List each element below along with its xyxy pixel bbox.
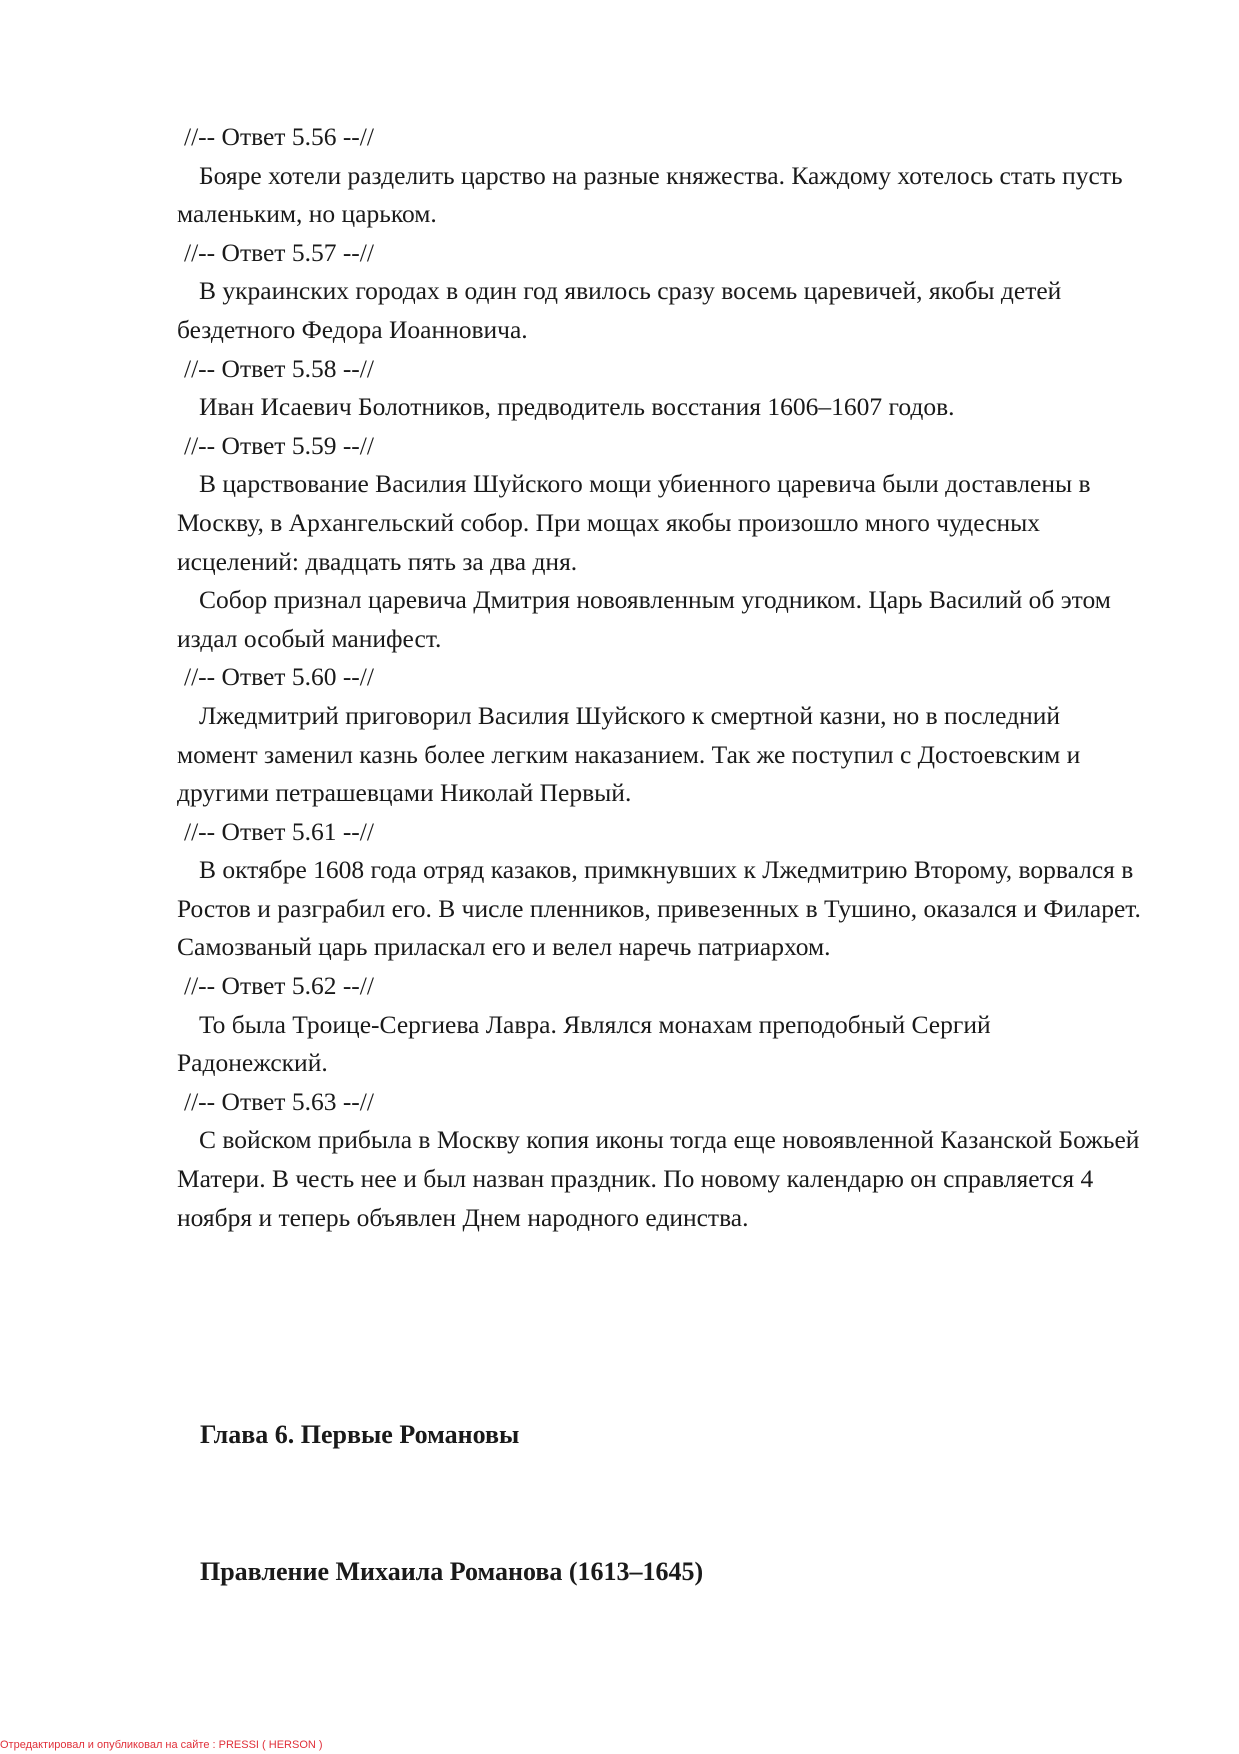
answer-paragraph: Иван Исаевич Болотников, предводитель восстания 1606–1607 годов. — [199, 392, 955, 422]
answer-heading: //-- Ответ 5.60 --// — [184, 662, 374, 692]
answer-heading: //-- Ответ 5.61 --// — [184, 816, 374, 846]
chapter-title: Глава 6. Первые Романовы — [200, 1420, 520, 1449]
answer-paragraph: С войском прибыла в Москву копия иконы тогда еще новоявленной Казанской Божьей Матери. В честь нее и был назван праздник. По новому календарю он справляется 4 ноября и теперь объявлен Днем народного единства. — [177, 1125, 1140, 1232]
answer-heading: //-- Ответ 5.59 --// — [184, 430, 374, 460]
answer-paragraph: То была Троице-Сергиева Лавра. Являлся монахам преподобный Сергий Радонежский. — [177, 1009, 991, 1078]
answer-paragraph: Лжедмитрий приговорил Василия Шуйского к смертной казни, но в последний момент заменил казнь более легким наказанием. Так же поступил с Достоевским и другими петрашевцами Николай Первый. — [177, 700, 1081, 808]
answer-paragraph: Собор признал царевича Дмитрия новоявленным угодником. Царь Василий об этом издал особый манифест. — [177, 585, 1111, 653]
section-title: Правление Михаила Романова (1613–1645) — [200, 1557, 704, 1586]
answer-paragraph: В октябре 1608 года отряд казаков, примкнувших к Лжедмитрию Второму, ворвался в Ростов и разграбил его. В числе пленников, привезенных в Тушино, оказался и Филарет. Самозваный царь приласкал его и велел наречь патриархом. — [177, 855, 1141, 962]
footer-watermark: Отредактировал и опубликовал на сайте : PRESSI ( HERSON ) — [0, 1739, 323, 1751]
answer-heading: //-- Ответ 5.56 --// — [184, 122, 374, 151]
answer-heading: //-- Ответ 5.62 --// — [184, 971, 374, 1001]
answer-heading: //-- Ответ 5.63 --// — [184, 1086, 374, 1116]
answer-heading: //-- Ответ 5.58 --// — [184, 353, 374, 383]
answers-body — [177, 118, 1145, 1237]
answer-heading: //-- Ответ 5.57 --// — [184, 237, 374, 267]
answer-paragraph: В царствование Василия Шуйского мощи убиенного царевича были доставлены в Москву, в Архангельский собор. При мощах якобы произошло много чудесных исцелений: двадцать пять за два дня. — [177, 469, 1091, 576]
answer-paragraph: Бояре хотели разделить царство на разные княжества. Каждому хотелось стать пусть маленьким, но царьком. — [177, 160, 1123, 229]
answer-paragraph: В украинских городах в один год явилось сразу восемь царевичей, якобы детей бездетного Федора Иоанновича. — [177, 276, 1062, 344]
